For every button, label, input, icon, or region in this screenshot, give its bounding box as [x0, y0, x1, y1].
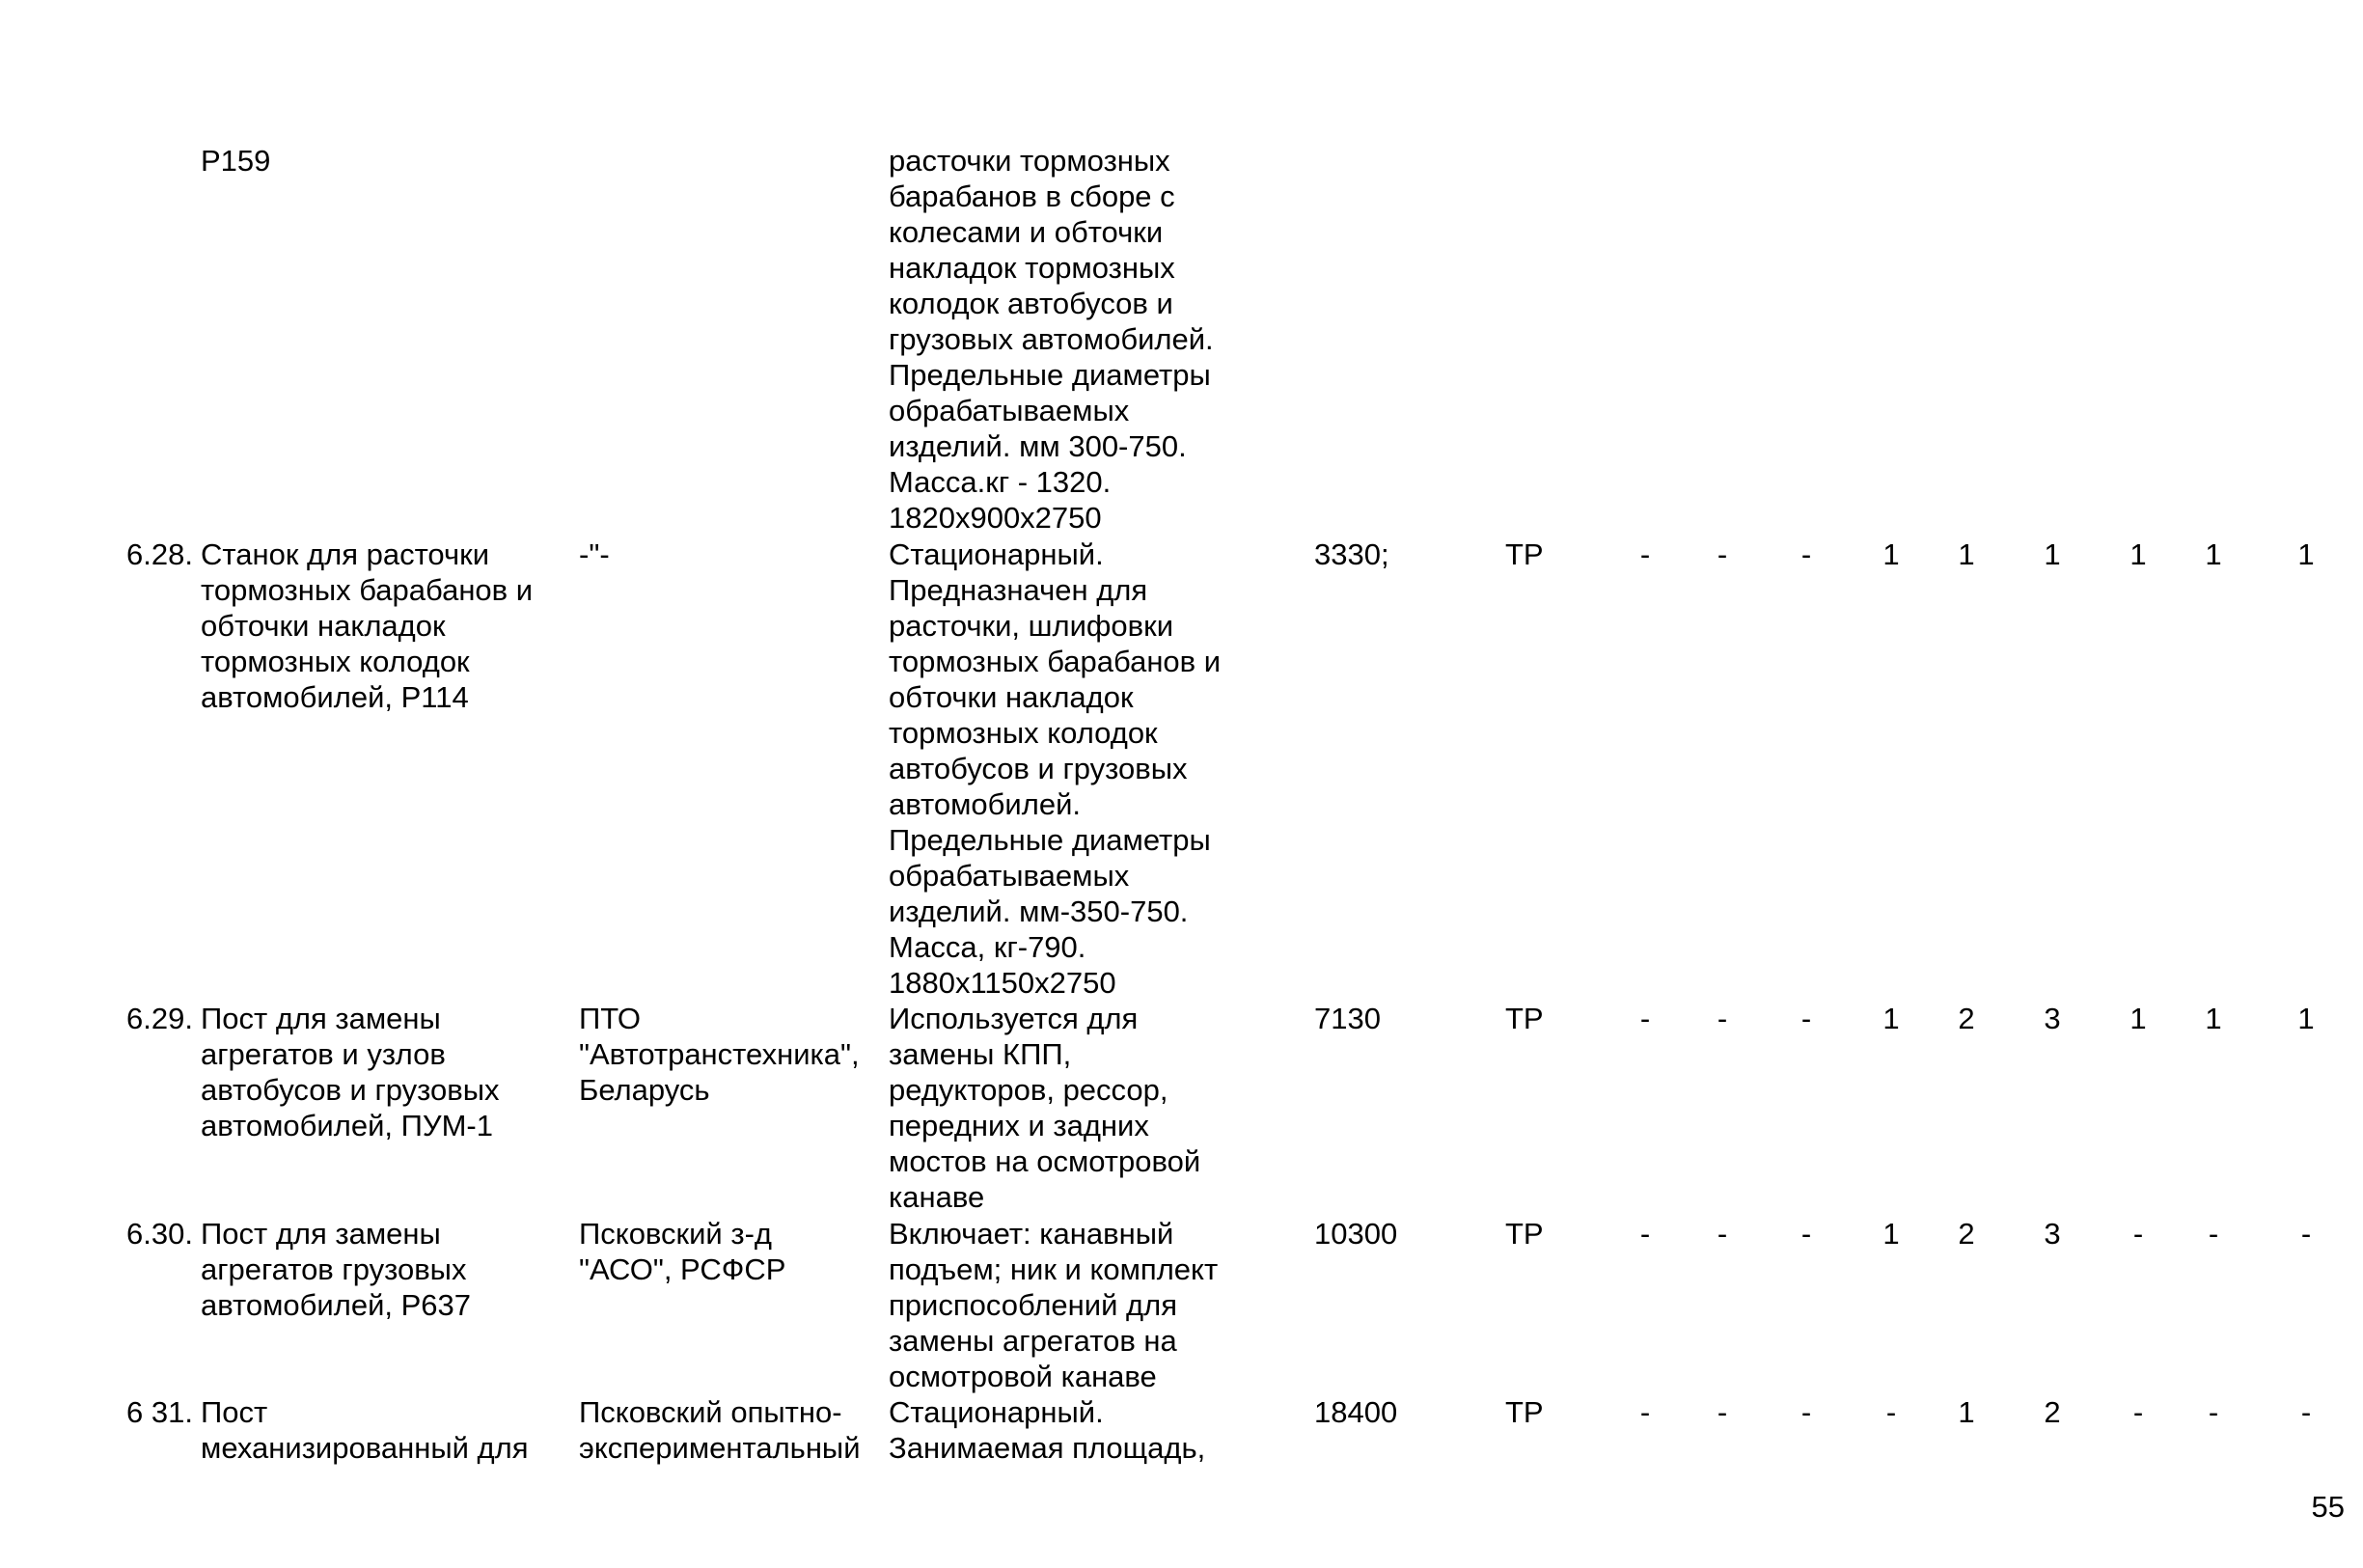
maintenance-type: ТР — [1505, 1217, 1544, 1251]
description: Включает: канавный подъем; ник и комплект приспособлений для замены агрегатов на осмотровой канаве — [889, 1217, 1219, 1393]
manufacturer: -"- — [579, 537, 610, 571]
equipment-name: Станок для расточки тормозных барабанов и обточки накладок тормозных колодок автомобилей, Р114 — [201, 537, 534, 714]
maintenance-type: ТР — [1505, 537, 1544, 571]
page-number: 55 — [2311, 1490, 2345, 1524]
quantity-cell: 1 — [2205, 1002, 2222, 1035]
quantity-cell: - — [2300, 1217, 2312, 1251]
quantity-cell: - — [2208, 1217, 2219, 1251]
quantity-cell: 1 — [2129, 1002, 2147, 1035]
quantity-cell: 1 — [1958, 1395, 1975, 1429]
quantity-cell: 2 — [1958, 1002, 1975, 1035]
row-number: 6 31. — [126, 1395, 193, 1429]
quantity-cell: - — [1800, 1395, 1812, 1429]
quantity-cell: 2 — [2044, 1395, 2061, 1429]
row-number: 6.30. — [126, 1217, 193, 1251]
quantity-cell: 1 — [1882, 1217, 1900, 1251]
manufacturer: Псковский з-д "АСО", РСФСР — [579, 1217, 786, 1286]
quantity-cell: 1 — [2205, 537, 2222, 571]
manufacturer: ПТО "Автотранстехника", Беларусь — [579, 1002, 860, 1107]
quantity-cell: - — [1717, 1002, 1728, 1035]
price: 18400 — [1314, 1395, 1398, 1429]
quantity-cell: 1 — [2297, 537, 2315, 571]
quantity-cell: - — [1639, 1395, 1651, 1429]
quantity-cell: - — [1717, 1217, 1728, 1251]
price: 3330; — [1314, 537, 1389, 571]
maintenance-type: ТР — [1505, 1002, 1544, 1035]
quantity-cell: 1 — [2044, 537, 2061, 571]
quantity-cell: 1 — [1882, 537, 1900, 571]
quantity-cell: 3 — [2044, 1217, 2061, 1251]
equipment-name: Пост механизированный для — [201, 1395, 529, 1465]
quantity-cell: - — [1800, 537, 1812, 571]
quantity-cell: - — [2132, 1217, 2144, 1251]
equipment-name: Р159 — [201, 144, 271, 178]
quantity-cell: - — [1800, 1217, 1812, 1251]
quantity-cell: - — [1639, 1002, 1651, 1035]
maintenance-type: ТР — [1505, 1395, 1544, 1429]
row-number: 6.28. — [126, 537, 193, 571]
quantity-cell: - — [1639, 537, 1651, 571]
description: Стационарный. Предназначен для расточки, шлифовки тормозных барабанов и обточки накладок тормозных колодок автобусов и грузовых автомобилей. Предельные диаметры обрабатываемых изделий. мм-350-750. Масса, кг-790. 1880х1150х2750 — [889, 537, 1222, 1000]
quantity-cell: 2 — [1958, 1217, 1975, 1251]
quantity-cell: 1 — [1958, 537, 1975, 571]
quantity-cell: - — [1717, 537, 1728, 571]
quantity-cell: 1 — [2129, 537, 2147, 571]
quantity-cell: 1 — [2297, 1002, 2315, 1035]
quantity-cell: 1 — [1882, 1002, 1900, 1035]
price: 10300 — [1314, 1217, 1398, 1251]
description: Используется для замены КПП, редукторов, рессор, передних и задних мостов на осмотровой канаве — [889, 1002, 1201, 1214]
quantity-cell: - — [1800, 1002, 1812, 1035]
equipment-name: Пост для замены агрегатов и узлов автобусов и грузовых автомобилей, ПУМ-1 — [201, 1002, 500, 1142]
quantity-cell: - — [1885, 1395, 1897, 1429]
equipment-name: Пост для замены агрегатов грузовых автомобилей, Р637 — [201, 1217, 472, 1322]
price: 7130 — [1314, 1002, 1381, 1035]
quantity-cell: - — [1717, 1395, 1728, 1429]
quantity-cell: - — [2300, 1395, 2312, 1429]
quantity-cell: 3 — [2044, 1002, 2061, 1035]
description: Стационарный. Занимаемая площадь, — [889, 1395, 1206, 1465]
quantity-cell: - — [2208, 1395, 2219, 1429]
quantity-cell: - — [2132, 1395, 2144, 1429]
row-number: 6.29. — [126, 1002, 193, 1035]
manufacturer: Псковский опытно- экспериментальный — [579, 1395, 861, 1465]
description: расточки тормозных барабанов в сборе с колесами и обточки накладок тормозных колодок автобусов и грузовых автомобилей. Предельные диаметры обрабатываемых изделий. мм 300-750. Масса.кг - 1320. 1820х900х2750 — [889, 144, 1214, 535]
quantity-cell: - — [1639, 1217, 1651, 1251]
